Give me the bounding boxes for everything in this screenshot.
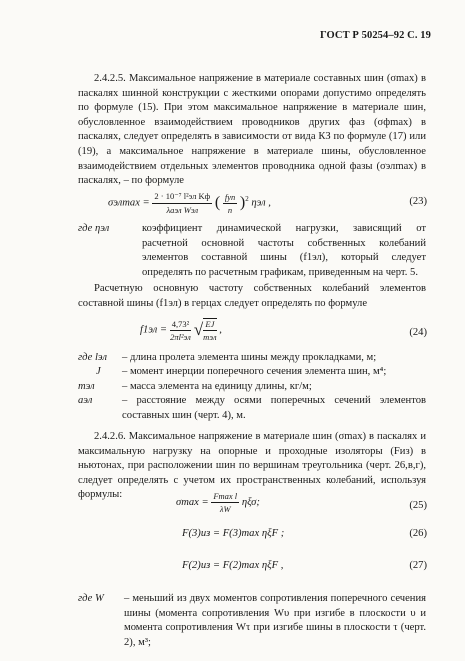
definition-l [78, 351, 426, 365]
def-eta-symbol: где ηэл [78, 223, 110, 234]
def-l-symbol: где lэл [78, 352, 107, 363]
eq25-numerator: Fmax l [213, 491, 238, 501]
equation-27: F(2)из = F(2)max ηξF , [182, 560, 284, 571]
eq25-number: (25) [409, 500, 427, 511]
eq23-ratio-den: n [227, 204, 233, 215]
def-a-symbol: аэл [78, 395, 93, 406]
eq27-number: (27) [409, 560, 427, 571]
eq24-denominator: 2πl²эл [170, 331, 191, 342]
eq23-denominator: λаэл Wэл [166, 205, 199, 215]
eq26-number: (26) [409, 528, 427, 539]
paragraph-frequency: Расчетную основную частоту собственных колебаний элементов составной шины (f1эл) в герцах следует определять по формуле [78, 283, 426, 309]
paragraph-2426: 2.4.2.6. Максимальное напряжение в материале шин (σmax) в паскалях и максимальную нагрузку на опорные и проходные изоляторы (Fиз) в ньютонах, при расположении шин по вершинам треугольника (черт. 26,в,г), следует определять с учетом их пространственных колебаний, используя формулы: [78, 431, 426, 501]
definition-w [78, 592, 426, 652]
def-l-text: – длина пролета элемента шины между прокладками, м; [122, 352, 377, 363]
eq23-numerator: 2 · 10⁻⁷ l²эл Kф [152, 191, 212, 204]
eq24-sqrt-den: mэл [203, 332, 217, 342]
eq24-fraction [170, 319, 191, 342]
eq24-sqrt [203, 318, 216, 342]
equation-26: F(3)из = F(3)max ηξF ; [182, 528, 285, 539]
eq23-ratio [223, 192, 237, 215]
eq25-lhs: σmax = [176, 496, 209, 508]
paragraph-2425: 2.4.2.5. Максимальное напряжение в материале составных шин (σmax) в паскалях шинной конструкции с жесткими опорами допустимо определять по формуле (15). При этом максимальное напряжение в материале шин, обусловленное взаимодействием проводников других фаз (σфmax) в паскалях, следует определять в зависимости от вида КЗ по формуле (17) или (19), а максимальное напряжение в материале шины, обусловленное взаимодействием отдельных элементов проводника одной фазы (σэлmax) в паскалях, – по формуле [78, 73, 426, 187]
eq25-fraction [211, 491, 239, 514]
definition-a [78, 394, 426, 424]
eq23-fraction [152, 191, 212, 215]
def-m-text: – масса элемента на единицу длины, кг/м; [122, 381, 312, 392]
definition-j [78, 365, 426, 379]
equation-23: σэлmax = $\frac{\text{2 · 10⁻⁷ l²эл Kф}}{\text{λаэл Wэл}}$ ( $\frac{\text{fуп}}{n}$ )$^2$ ηэл , [108, 191, 271, 215]
def-j-symbol: J [96, 366, 101, 377]
definition-m [78, 380, 426, 394]
definition-eta [78, 222, 426, 282]
def-w-text: – меньший из двух моментов сопротивления поперечного сечения шины (момента сопротивления Wυ при изгибе в плоскости υ и момента сопротивления Wτ при изгибе шины в плоскости τ (черт. 2), м³; [124, 593, 426, 648]
eq23-tail: ηэл , [251, 197, 271, 209]
eq24-number: (24) [409, 327, 427, 338]
eq23-lhs: σэлmax = [108, 197, 150, 209]
def-a-text: – расстояние между осями поперечных сечений элементов составных шин (черт. 4), м. [122, 395, 426, 421]
eq25-denominator: λW [219, 504, 231, 514]
eq24-lhs: f1эл = [140, 324, 168, 336]
def-j-text: – момент инерции поперечного сечения элемента шин, м⁴; [122, 366, 387, 377]
eq24-sqrt-num: EJ [203, 319, 216, 331]
eq23-ratio-num: fуп [224, 191, 236, 202]
def-w-symbol: где W [78, 593, 104, 604]
eq25-tail: ηξσ; [241, 496, 260, 508]
def-eta-text: коэффициент динамической нагрузки, зависящий от расчетной основной частоты собственных колебаний элементов составной шины (f1эл), который следует определять по расчетным графикам, приведенным на черт. 5. [142, 223, 426, 278]
def-m-symbol: mэл [78, 381, 95, 392]
eq24-numerator: 4,73² [171, 318, 190, 329]
equation-24: f1эл = $\frac{\text{4,73²}}{\text{2πl²эл}}$ √ $\frac{EJ}{\text{mэл}}$ , [140, 318, 222, 342]
equation-25 [176, 491, 260, 514]
page-header: ГОСТ Р 50254–92 С. 19 [319, 30, 431, 41]
eq23-number: (23) [409, 196, 427, 207]
